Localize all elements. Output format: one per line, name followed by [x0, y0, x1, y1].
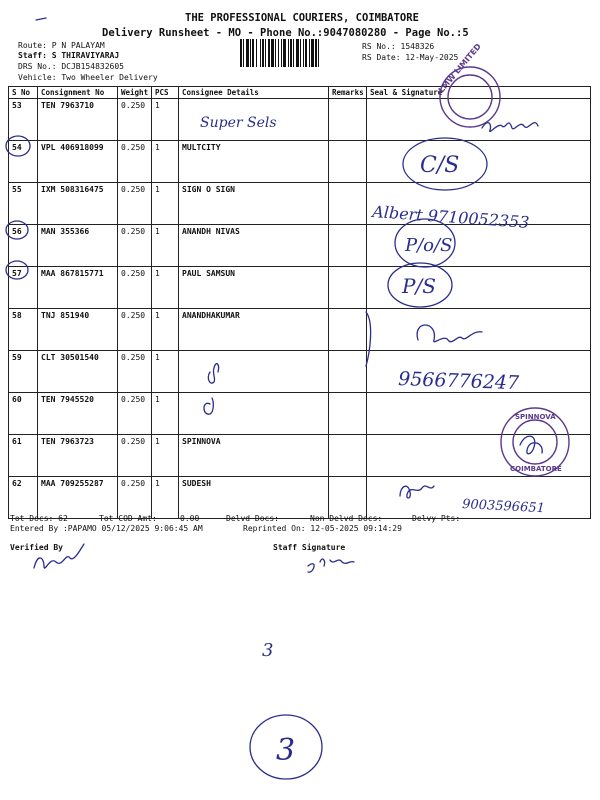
- cell-consignment: TEN 7963723: [38, 435, 118, 477]
- verified-signature: [34, 544, 84, 568]
- cell-consignee: SPINNOVA: [179, 435, 329, 477]
- cell-consignment: TEN 7963710: [38, 99, 118, 141]
- vehicle-text: Vehicle: Two Wheeler Delivery: [18, 73, 158, 82]
- cell-weight: 0.250: [118, 477, 152, 519]
- cell-weight: 0.250: [118, 225, 152, 267]
- col-consignment: Consignment No: [38, 87, 118, 99]
- cell-pcs: 1: [152, 351, 179, 393]
- runsheet-subtitle: Delivery Runsheet - MO - Phone No.:9047080280 - Page No.:5: [102, 27, 469, 39]
- reprinted-on: Reprinted On: 12-05-2025 09:14:29: [243, 524, 402, 533]
- cell-sno: 53: [9, 99, 38, 141]
- cell-pcs: 1: [152, 141, 179, 183]
- pos-mark: P/o/S: [405, 235, 453, 256]
- phone-row59: 9566776247: [397, 368, 520, 395]
- spinnova-stamp: [501, 408, 569, 476]
- signature-row58: [366, 312, 482, 366]
- cell-sno: 54: [9, 141, 38, 183]
- cell-weight: 0.250: [118, 393, 152, 435]
- company-title: THE PROFESSIONAL COURIERS, COIMBATORE: [185, 12, 419, 24]
- cell-pcs: 1: [152, 309, 179, 351]
- non-delvd-docs: Non Delvd Docs:: [310, 514, 383, 523]
- entered-by: Entered By :PAPAMO 05/12/2025 9:06:45 AM: [10, 524, 203, 533]
- col-seal-signature: Seal & Signature: [367, 87, 591, 99]
- drs-text: DRS No.: DCJB154832605: [18, 62, 124, 71]
- tot-docs: Tot Docs: 62: [10, 514, 68, 523]
- cell-sno: 60: [9, 393, 38, 435]
- cell-sno: 62: [9, 477, 38, 519]
- signature-row53-seal: [482, 123, 538, 132]
- cell-consignee: PAUL SAMSUN: [179, 267, 329, 309]
- cell-pcs: 1: [152, 99, 179, 141]
- cell-consignee: SUDESH: [179, 477, 329, 519]
- cell-consignment: MAA 709255287: [38, 477, 118, 519]
- cell-pcs: 1: [152, 393, 179, 435]
- cell-weight: 0.250: [118, 267, 152, 309]
- cell-pcs: 1: [152, 225, 179, 267]
- cell-sno: 58: [9, 309, 38, 351]
- circle-row56: [6, 221, 28, 239]
- route-text: Route: P N PALAYAM: [18, 41, 105, 50]
- tot-cod-label: Tot COD Amt:: [99, 514, 157, 523]
- col-remarks: Remarks: [329, 87, 367, 99]
- circle-row54: [6, 136, 30, 156]
- ps-mark: P/S: [402, 274, 436, 298]
- col-consignee: Consignee Details: [179, 87, 329, 99]
- page-mark-small: 3: [262, 640, 274, 661]
- svg-text:SPINNOVA: SPINNOVA: [515, 413, 556, 421]
- cell-sno: 56: [9, 225, 38, 267]
- tot-cod-value: 0.00: [180, 514, 200, 523]
- svg-text:LMW LIMITED: LMW LIMITED: [436, 41, 483, 95]
- cell-consignment: MAA 867815771: [38, 267, 118, 309]
- handwriting-row53: Super Sels: [200, 115, 277, 131]
- rs-no-text: RS No.: 1548326: [362, 42, 435, 51]
- cell-pcs: 1: [152, 267, 179, 309]
- cell-weight: 0.250: [118, 309, 152, 351]
- cell-consignment: TNJ 851940: [38, 309, 118, 351]
- col-sno: S No: [9, 87, 38, 99]
- cell-weight: 0.250: [118, 435, 152, 477]
- rs-date-text: RS Date: 12-May-2025: [362, 53, 459, 62]
- cell-consignee: ANANDH NIVAS: [179, 225, 329, 267]
- cell-sno: 57: [9, 267, 38, 309]
- col-weight: Weight: [118, 87, 152, 99]
- staff-signature-label: Staff Signature: [273, 543, 346, 552]
- cell-sno: 61: [9, 435, 38, 477]
- cell-weight: 0.250: [118, 141, 152, 183]
- staff-text: Staff: S THIRAVIYARAJ: [18, 51, 120, 60]
- col-pcs: PCS: [152, 87, 179, 99]
- cell-consignment: VPL 406918099: [38, 141, 118, 183]
- circle-row57: [6, 261, 28, 279]
- cell-consignment: TEN 7945520: [38, 393, 118, 435]
- mark-row60: [204, 398, 213, 414]
- signature-row62: [400, 486, 434, 498]
- cell-consignment: MAN 355366: [38, 225, 118, 267]
- cell-weight: 0.250: [118, 99, 152, 141]
- phone-row62: 9003596651: [461, 497, 546, 517]
- lmw-stamp: [437, 42, 500, 127]
- delvy-pts: Delvy Pts:: [412, 514, 461, 523]
- page-mark-large: 3: [276, 733, 296, 768]
- cell-consignment: IXM 508316475: [38, 183, 118, 225]
- cell-pcs: 1: [152, 183, 179, 225]
- mark-row59: [208, 364, 218, 383]
- cell-sno: 59: [9, 351, 38, 393]
- cell-sno: 55: [9, 183, 38, 225]
- cell-pcs: 1: [152, 435, 179, 477]
- cell-consignment: CLT 30501540: [38, 351, 118, 393]
- albert-text: Albert 9710052353: [371, 202, 531, 232]
- cell-consignee: SIGN O SIGN: [179, 183, 329, 225]
- cell-consignee: MULTCITY: [179, 141, 329, 183]
- cell-weight: 0.250: [118, 183, 152, 225]
- cell-consignee: ANANDHAKUMAR: [179, 309, 329, 351]
- cell-weight: 0.250: [118, 351, 152, 393]
- cell-pcs: 1: [152, 477, 179, 519]
- svg-text:COIMBATORE: COIMBATORE: [510, 465, 562, 473]
- verified-by: Verified By: [10, 543, 63, 552]
- staff-signature-scribble: [308, 559, 354, 572]
- delvd-docs: Delvd Docs:: [226, 514, 279, 523]
- cs-mark: C/S: [420, 153, 460, 178]
- stray-mark: [36, 18, 46, 20]
